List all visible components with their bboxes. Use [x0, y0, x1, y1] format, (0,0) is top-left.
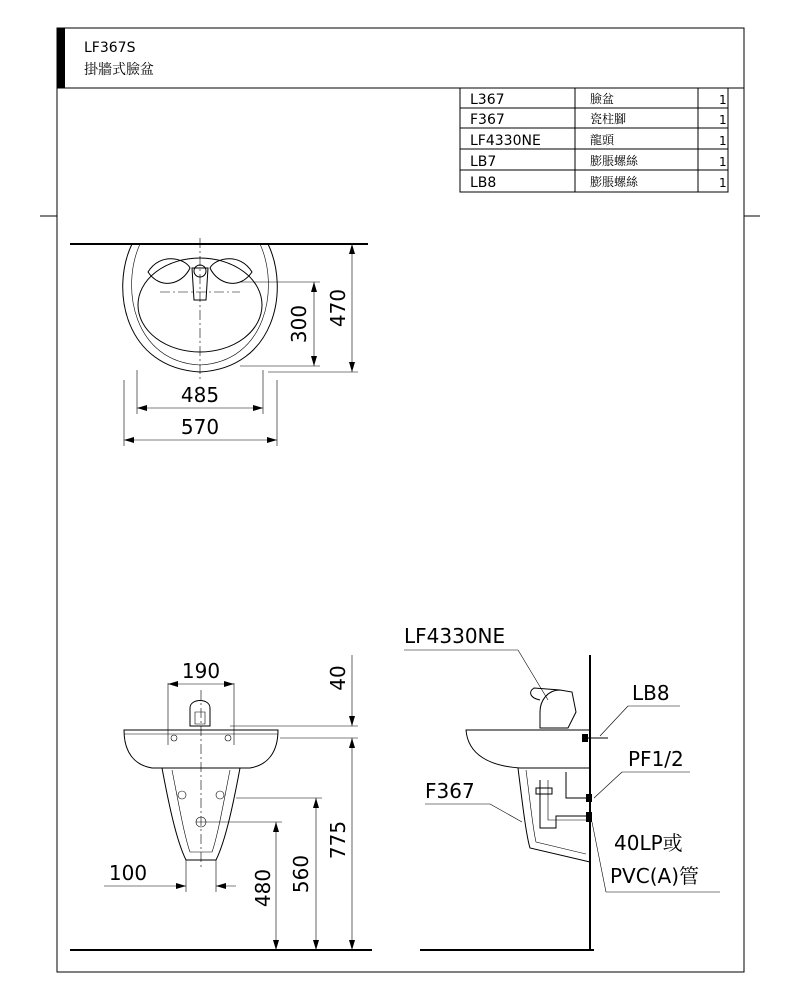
top-view: [70, 238, 368, 446]
leader-line: [490, 804, 522, 822]
dim-pedestal-width: 100: [108, 861, 148, 885]
leader-line: [592, 822, 606, 892]
leader-line: [594, 772, 622, 798]
parts-code: LF4330NE: [470, 133, 541, 149]
dim-inner-depth: 300: [287, 304, 311, 344]
dim-drain-height: 480: [251, 868, 275, 908]
dim-faucet-spacing: 190: [181, 659, 221, 683]
supply-pipe: [566, 772, 588, 798]
dim-rim-height: 775: [326, 820, 350, 860]
callout-lb8: LB8: [632, 681, 670, 705]
fixing-hole: [178, 791, 186, 799]
pedestal-side: [518, 768, 590, 862]
callout-faucet: LF4330NE: [404, 624, 506, 648]
parts-qty: 1: [719, 176, 727, 190]
basin-side: [466, 730, 590, 768]
side-view: [404, 624, 720, 950]
parts-code: LB7: [470, 154, 497, 170]
dim-top-offset: 40: [326, 665, 350, 691]
title-marker: [57, 28, 65, 88]
parts-qty: 1: [719, 113, 727, 127]
parts-code: LB8: [470, 175, 497, 191]
arrowheads: [349, 940, 355, 950]
parts-desc: 瓷柱腳: [590, 112, 627, 126]
mount-hole: [171, 735, 177, 741]
model-number: LF367S: [84, 40, 136, 56]
parts-table: [460, 88, 728, 192]
faucet-spout-side: [531, 688, 560, 700]
leader-line: [600, 706, 628, 736]
dim-outer-width: 570: [180, 415, 220, 439]
callout-pf: PF1/2: [628, 747, 684, 771]
callout-drain-line1: 40LP或: [614, 831, 683, 855]
faucet-front: [190, 701, 210, 727]
parts-desc: 龍頭: [590, 133, 615, 147]
parts-code: L367: [470, 92, 505, 108]
drain-outlet: [586, 812, 592, 822]
drain-pipe-inner: [548, 780, 588, 820]
fixing-hole: [216, 791, 224, 799]
drain-pipe: [540, 780, 588, 828]
leader-line: [518, 650, 548, 700]
callout-drain-line2: PVC(A)管: [610, 864, 699, 888]
parts-desc: 臉盆: [590, 92, 615, 106]
dim-fixing-height: 560: [289, 854, 313, 894]
wall-bolt-head: [582, 734, 588, 742]
parts-code: F367: [470, 112, 505, 128]
front-view: [70, 655, 372, 950]
parts-desc: 膨脹螺絲: [590, 154, 639, 168]
parts-desc: 膨脹螺絲: [590, 175, 639, 189]
faucet-spout: [195, 712, 205, 724]
product-name: 掛牆式臉盆: [84, 62, 154, 78]
dim-outer-depth: 470: [326, 288, 350, 328]
supply-valve: [586, 794, 592, 802]
parts-qty: 1: [719, 155, 727, 169]
mount-hole: [225, 735, 231, 741]
trap-nut: [536, 788, 552, 794]
parts-qty: 1: [719, 134, 727, 148]
overflow-right: [210, 259, 252, 284]
pedestal-side-inner: [526, 770, 586, 854]
parts-qty: 1: [719, 93, 727, 107]
callout-pedestal: F367: [425, 779, 475, 803]
arrowheads: [176, 883, 226, 889]
dim-inner-width: 485: [180, 383, 220, 407]
overflow-left: [148, 259, 190, 284]
